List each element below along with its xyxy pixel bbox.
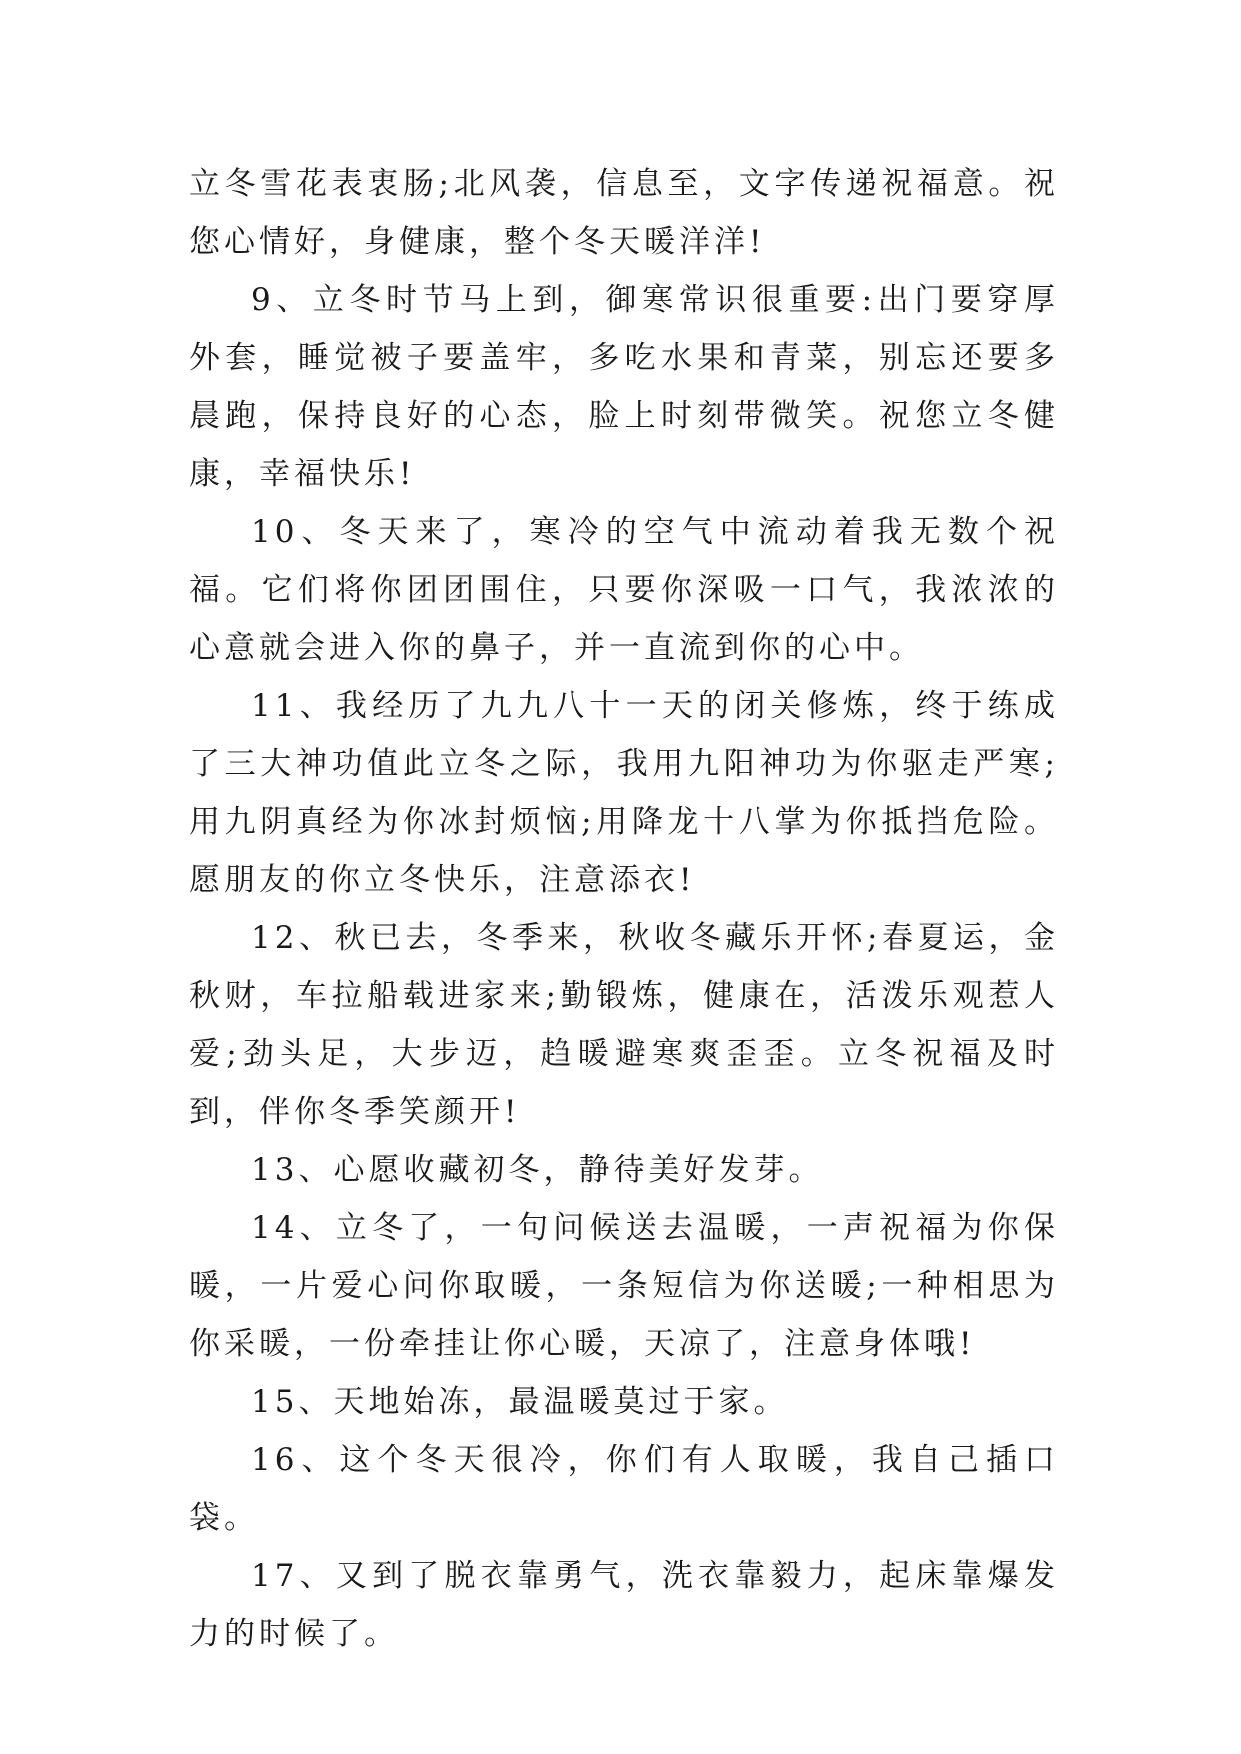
paragraph-item-15: 15、天地始冻，最温暖莫过于家。	[251, 1384, 789, 1420]
document-body	[189, 155, 1059, 1663]
paragraph-item-13: 13、心愿收藏初冬，静待美好发芽。	[251, 1152, 824, 1188]
paragraph-item-9: 9、立冬时节马上到，御寒常识很重要:出门要穿厚外套，睡觉被子要盖牢，多吃水果和青菜，别忘还要多晨跑，保持良好的心态，脸上时刻带微笑。祝您立冬健康，幸福快乐!	[189, 282, 1059, 492]
paragraph-item-14: 14、立冬了，一句问候送去温暖，一声祝福为你保暖，一片爱心问你取暖，一条短信为你送暖;一种相思为你采暖，一份牵挂让你心暖，天凉了，注意身体哦!	[189, 1210, 1059, 1362]
paragraph-item-16: 16、这个冬天很冷，你们有人取暖，我自己插口袋。	[189, 1442, 1059, 1536]
paragraph-item-17: 17、又到了脱衣靠勇气，洗衣靠毅力，起床靠爆发力的时候了。	[189, 1558, 1059, 1652]
paragraph-item-10: 10、冬天来了，寒冷的空气中流动着我无数个祝福。它们将你团团围住，只要你深吸一口气，我浓浓的心意就会进入你的鼻子，并一直流到你的心中。	[189, 514, 1059, 666]
paragraph-continuation: 立冬雪花表衷肠;北风袭，信息至，文字传递祝福意。祝您心情好，身健康，整个冬天暖洋洋!	[189, 166, 1059, 260]
paragraph-item-11: 11、我经历了九九八十一天的闭关修炼，终于练成了三大神功值此立冬之际，我用九阳神功为你驱走严寒;用九阴真经为你冰封烦恼;用降龙十八掌为你抵挡危险。愿朋友的你立冬快乐，注意添衣!	[189, 688, 1059, 898]
paragraph-item-12: 12、秋已去，冬季来，秋收冬藏乐开怀;春夏运，金秋财，车拉船载进家来;勤锻炼，健康在，活泼乐观惹人爱;劲头足，大步迈，趋暖避寒爽歪歪。立冬祝福及时到，伴你冬季笑颜开!	[189, 920, 1059, 1130]
